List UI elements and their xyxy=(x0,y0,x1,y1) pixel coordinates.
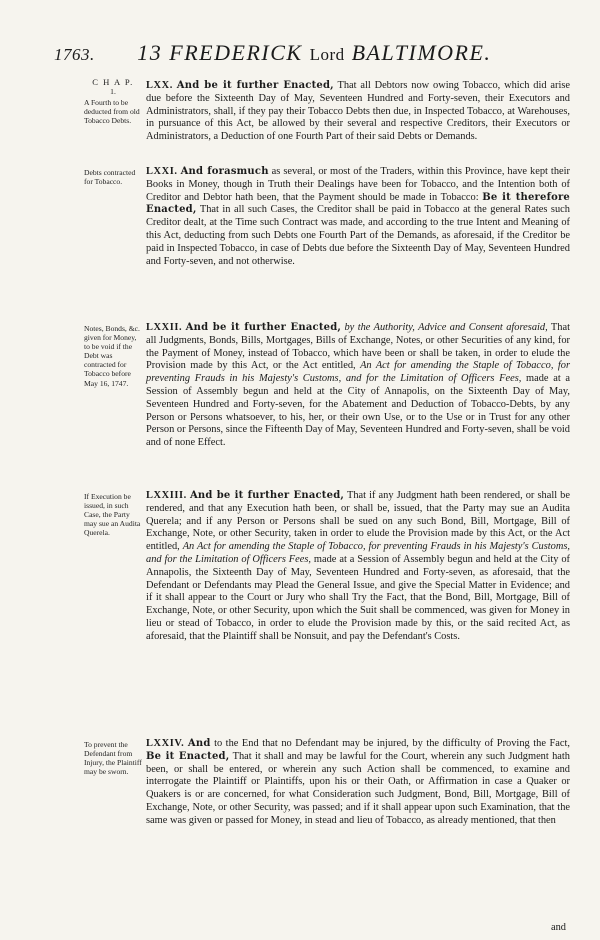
page-year: 1763. xyxy=(54,45,95,64)
margin-note-lxx xyxy=(84,78,142,125)
enacting-clause: And xyxy=(187,738,211,749)
section-text-b: That in all such Cases, the Creditor shall be paid in Tobacco at the general Rates such Creditor dealt, at the Time such Contract was made, and according to the true Intent and Meaning of this Act, deducting from such Debts one Fourth Part of the Demands, as aforesaid, if the Creditor be paid in Inspected Tobacco, in case of Debts due before the Sixteenth Day of May, Seventeen Hundred and Forty-seven, and not otherwise. xyxy=(146,204,570,267)
section-number: LXX. xyxy=(146,80,173,91)
enacting-clause: And be it further Enacted, xyxy=(185,322,342,333)
chap-label: C H A P. xyxy=(92,77,134,87)
margin-note-lxxi xyxy=(84,168,142,186)
enacting-clause: And be it further Enacted, xyxy=(189,490,345,501)
running-header xyxy=(54,40,564,70)
act-title: An Act for amending the Staple of Tobacco, for preventing Frauds in his Majesty's Customs, and for the Limitation of Officers Fees, xyxy=(146,541,570,565)
section-text-a: as several, or most of the Traders, within this Province, have kept their Books in Money, though in Truth their Dealings have been for Tobacco, and the Intention both of Creditor and Debtor hath been, that the Payment should be made in Tobacco: xyxy=(146,166,570,203)
catchword: and xyxy=(550,922,566,933)
margin-note-text: If Execution be issued, in such Case, the Party may sue an Audita Querela. xyxy=(84,492,141,538)
section-body xyxy=(146,490,570,644)
section-body xyxy=(146,322,570,450)
margin-note-text: Notes, Bonds, &c. given for Money, to be void if the Debt was contracted for Tobacco before May 16, 1747. xyxy=(84,324,140,388)
chap-number: 1. xyxy=(110,87,116,97)
section-body xyxy=(146,166,570,268)
running-title-name: BALTIMORE. xyxy=(351,40,492,65)
section-text-a: That if any Judgment hath been rendered, or shall be rendered, and that any Execution hath been, or shall be, issued, that the Party may sue an Audita Querela; and if any Person or Persons shall be sued on any such Bond, Bill, Mortgage, Bill of Exchange, Note, or other Security, taken in order to elude the Provision made by this Act, or the Act entitled, xyxy=(146,490,570,553)
section-number: LXXIII. xyxy=(146,490,187,501)
act-title: An Act for amending the Staple of Tobacco, for preventing Frauds in his Majesty's Customs, and for the Limitation of Officers Fees, xyxy=(146,360,570,385)
section-text-b: made at a Session of Assembly begun and held at the City of Annapolis, the Sixteenth Day of May, Seventeen Hundred and Forty-seven, as aforesaid, that the Defendant or Defendants may Plead the General Issue, and give the Special Matter in Evidence; and if it shall appear to the Court or Jury who shall Try the Fact, that the Bond, Bill, Mortgage, Bill of Exchange, Note, or other Security, upon which the Suit shall be commenced, was given for Money in lieu or stead of Tobacco, in order to elude the Provision made by this, or the said recited Act, as aforesaid, that the Plaintiff shall be Nonsuit, and pay the Defendant's Costs. xyxy=(146,553,570,642)
section-number: LXXI. xyxy=(146,166,178,177)
section-text-b: That it shall and may be lawful for the Court, wherein any such Judgment hath been, or shall be entered, or wherein any such Action shall be commenced, to examine and interrogate the Plaintiff or Plaintiffs, upon his or their Oath, or Affirmation in case a Quaker or Quakers is or are concerned, for what Consideration such Judgment, Bond, Bill, Mortgage, Bill of Exchange, Note, or other Security, was passed; and if it shall appear upon such Examination, that the same was given or passed for Money, in stead and lieu of Tobacco, as already mentioned, that then xyxy=(146,750,571,826)
section-text-b: made at a Session of Assembly begun and held at the City of Annapolis, on the Sixteenth Day of May, Seventeen Hundred and Forty-seven, for the Abatement and Deduction of Tobacco-Debts, by any Person or Persons whatsoever, to his, her, or their own Use, or to the Use or in Trust for any other Person or Persons, since the Fifteenth Day of May, Seventeen Hundred and Forty-seven, shall be void and of none Effect. xyxy=(146,373,570,449)
enacting-clause: And forasmuch xyxy=(180,166,269,177)
section-body xyxy=(146,80,570,144)
section-number: LXXII. xyxy=(146,322,183,333)
running-title-chapter: 13 FREDERICK xyxy=(137,40,303,65)
enacting-clause: And be it further Enacted, xyxy=(176,80,334,91)
margin-note-lxxiii xyxy=(84,492,142,537)
running-title-lord: Lord xyxy=(309,45,345,64)
enacting-clause-mid: Be it Enacted, xyxy=(146,750,230,762)
section-text: That all Debtors now owing Tobacco, which did arise due before the Sixteenth Day of May, Seventeen Hundred and Forty-seven, their Executors and Administrators, shall, if they pay their Tobacco Debts then due, in Inspected Tobacco, at Warehouses, in pursuance of this Act, be allowed by their several and respective Creditors, their Executors or Administrators, a Deduction of one Fourth Part of their said Debts or Demands. xyxy=(146,80,570,143)
margin-note-text: A Fourth to be deducted from old Tobacco Debts. xyxy=(84,98,140,126)
section-text-a: to the End that no Defendant may be injured, by the difficulty of Proving the Fact, xyxy=(214,738,570,749)
section-body xyxy=(146,738,570,828)
running-title xyxy=(137,40,491,66)
authority-clause: by the Authority, Advice and Consent aforesaid, xyxy=(344,322,548,333)
section-number: LXXIV. xyxy=(146,738,185,749)
margin-note-text: To prevent the Defendant from Injury, the Plaintiff may be sworn. xyxy=(84,740,142,777)
section-text-a: That all Judgments, Bonds, Bills, Mortgages, Bills of Exchange, Notes, or other Securities of any kind, for the Payment of Money, instead of Tobacco, which have been or shall be taken, in order to elude the Provision made by this Act, or the Act entitled, xyxy=(146,322,570,372)
margin-note-lxxii xyxy=(84,324,142,388)
margin-note-text: Debts contracted for Tobacco. xyxy=(84,168,136,187)
margin-note-lxxiv xyxy=(84,740,142,776)
enacting-clause-mid: Be it therefore Enacted, xyxy=(146,191,570,216)
